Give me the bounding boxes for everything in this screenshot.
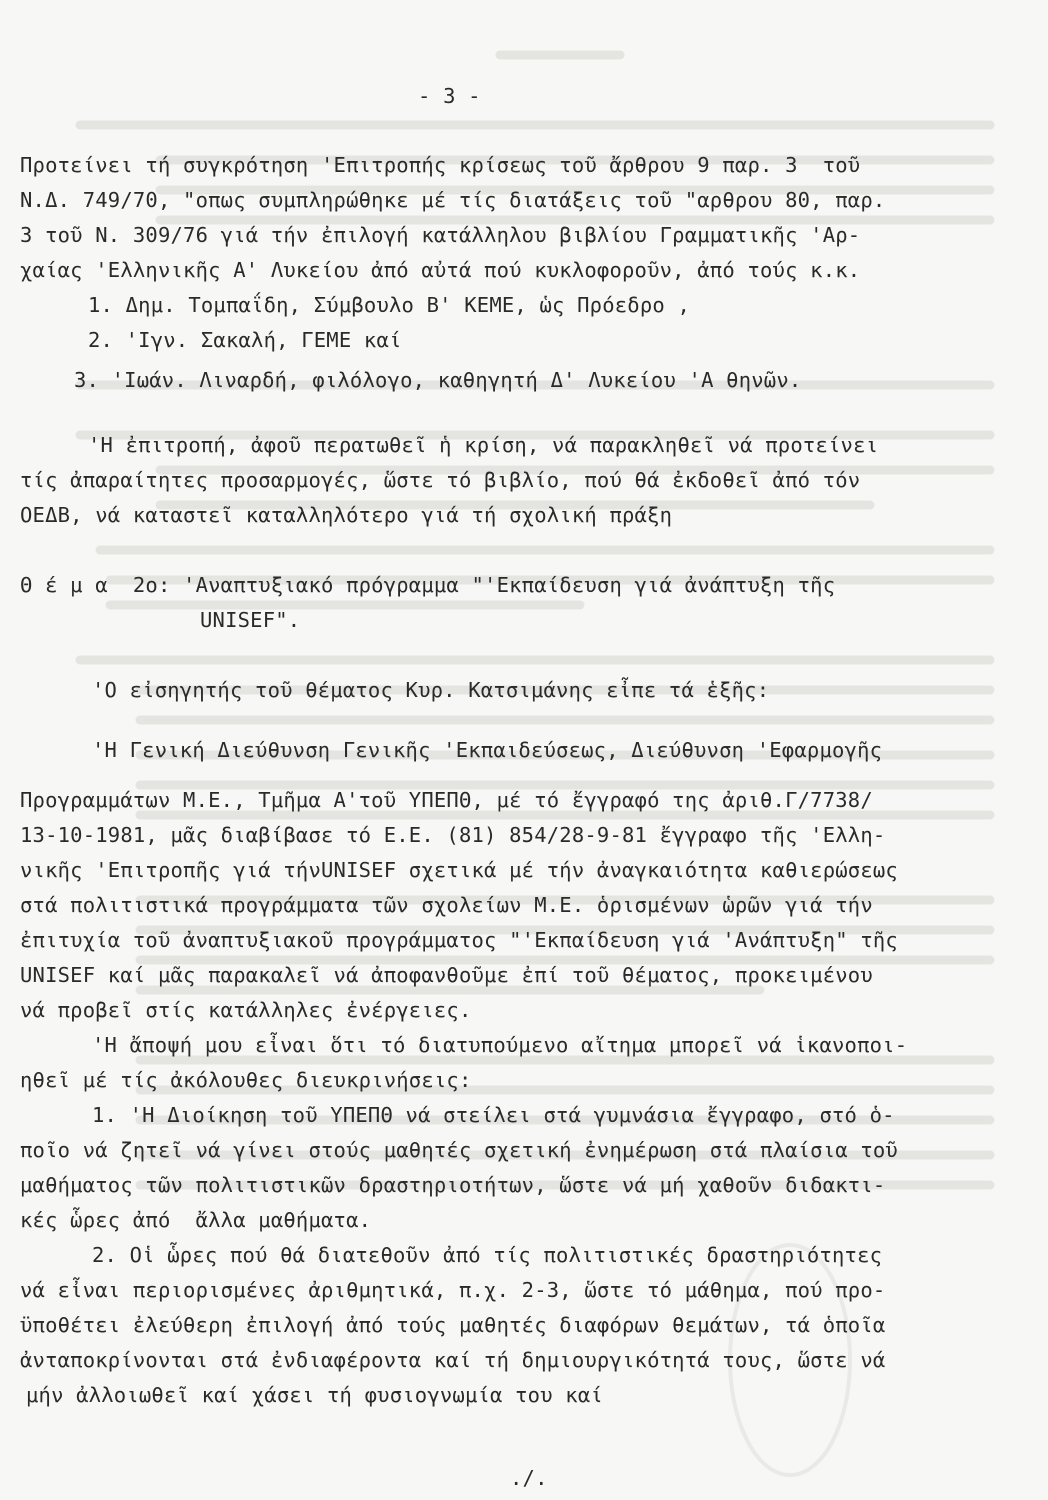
paragraph-line: ποῖο νά ζητεῖ νά γίνει στούς μαθητές σχετική ἐνημέρωση στά πλαίσια τοῦ — [20, 1138, 898, 1162]
rapporteur-line: 'Ο εἰσηγητής τοῦ θέματος Κυρ. Κατσιμάνης εἶπε τά ἑξῆς: — [92, 678, 770, 702]
paragraph-line: ΟΕΔΒ, νά καταστεῖ καταλληλότερο γιά τή σχολική πράξη — [20, 503, 673, 527]
paragraph-line: τίς ἀπαραίτητες προσαρμογές, ὥστε τό βιβλίο, πού θά ἐκδοθεῖ ἀπό τόν — [20, 468, 861, 492]
paragraph-line: 'Η ἐπιτροπή, ἀφοῦ περατωθεῖ ἡ κρίση, νά παρακληθεῖ νά προτείνει — [88, 433, 879, 457]
paragraph-line: 'Η Γενική Διεύθυνση Γενικῆς 'Εκπαιδεύσεως, Διεύθυνση 'Εφαρμογῆς — [92, 738, 883, 762]
paragraph-line: κές ὧρες ἀπό ἄλλα μαθήματα. — [20, 1208, 372, 1232]
paragraph-line: ἀνταποκρίνονται στά ἐνδιαφέροντα καί τή δημιουργικότητά τους, ὥστε νά — [20, 1348, 886, 1372]
paragraph-line: 3 τοῦ Ν. 309/76 γιά τήν ἐπιλογή κατάλληλου βιβλίου Γραμματικῆς 'Αρ- — [20, 223, 861, 247]
paragraph-line: Ν.Δ. 749/70, "οπως συμπληρώθηκε μέ τίς διατάξεις τοῦ "αρθρου 80, παρ. — [20, 188, 886, 212]
paragraph-line: ϋποθέτει ἐλεύθερη ἐπιλογή ἀπό τούς μαθητές διαφόρων θεμάτων, τά ὁποῖα — [20, 1313, 886, 1337]
continuation-mark: ./. — [510, 1466, 548, 1490]
paragraph-line: χαίας 'Ελληνικῆς Α' Λυκείου ἀπό αὐτά πού κυκλοφοροῦν, ἀπό τούς κ.κ. — [20, 258, 861, 282]
committee-member: 3. 'Ιωάν. Λιναρδή, φιλόλογο, καθηγητή Δ' Λυκείου 'Α θηνῶν. — [74, 368, 802, 392]
paragraph-line: Προτείνει τή συγκρότηση 'Επιτροπής κρίσεως τοῦ ἄρθρου 9 παρ. 3 τοῦ — [20, 153, 861, 177]
numbered-point: 2. Οἱ ὧρες πού θά διατεθοῦν ἀπό τίς πολιτιστικές δραστηριότητες — [92, 1243, 883, 1267]
paragraph-line: νά προβεῖ στίς κατάλληλες ἐνέργειες. — [20, 998, 472, 1022]
paragraph-line: Προγραμμάτων Μ.Ε., Τμῆμα Α'τοῦ ΥΠΕΠΘ, μέ τό ἔγγραφό της ἀριθ.Γ/7738/ — [20, 788, 873, 812]
committee-member: 2. 'Ιγν. Σακαλή, ΓΕΜΕ καί — [88, 328, 402, 352]
paragraph-line: ηθεῖ μέ τίς ἀκόλουθες διευκρινήσεις: — [20, 1068, 472, 1092]
paragraph-line: 'Η ἄποψή μου εἶναι ὅτι τό διατυπούμενο αἴτημα μπορεῖ νά ἱκανοποι- — [92, 1033, 908, 1057]
paragraph-line: UNISEF καί μᾶς παρακαλεῖ νά ἀποφανθοῦμε ἐπί τοῦ θέματος, προκειμένου — [20, 963, 873, 987]
numbered-point: 1. 'Η Διοίκηση τοῦ ΥΠΕΠΘ νά στείλει στά γυμνάσια ἔγγραφο, στό ὁ- — [92, 1103, 895, 1127]
topic-heading-cont: UNISEF". — [200, 608, 301, 632]
paragraph-line: νικῆς 'Επιτροπῆς γιά τήνUNISEF σχετικά μέ τήν ἀναγκαιότητα καθιερώσεως — [20, 858, 898, 882]
paragraph-line: μαθήματος τῶν πολιτιστικῶν δραστηριοτήτων, ὥστε νά μή χαθοῦν διδακτι- — [20, 1173, 886, 1197]
paragraph-line: στά πολιτιστικά προγράμματα τῶν σχολείων Μ.Ε. ὁρισμένων ὡρῶν γιά τήν — [20, 893, 873, 917]
page-number: - 3 - — [418, 84, 481, 108]
paragraph-line: νά εἶναι περιορισμένες ἀριθμητικά, π.χ. 2-3, ὥστε τό μάθημα, πού προ- — [20, 1278, 886, 1302]
paragraph-line: μήν ἀλλοιωθεῖ καί χάσει τή φυσιογνωμία του καί — [26, 1383, 603, 1407]
paragraph-line: ἐπιτυχία τοῦ ἀναπτυξιακοῦ προγράμματος "'Εκπαίδευση γιά 'Ανάπτυξη" τῆς — [20, 928, 898, 952]
paragraph-line: 13-10-1981, μᾶς διαβίβασε τό Ε.Ε. (81) 854/28-9-81 ἔγγραφο τῆς 'Ελλη- — [20, 823, 886, 847]
committee-member: 1. Δημ. Τομπαΐδη, Σύμβουλο Β' ΚΕΜΕ, ὡς Πρόεδρο , — [88, 293, 691, 317]
topic-heading: Θ έ μ α 2ο: 'Αναπτυξιακό πρόγραμμα "'Εκπαίδευση γιά ἀνάπτυξη τῆς — [20, 573, 836, 597]
